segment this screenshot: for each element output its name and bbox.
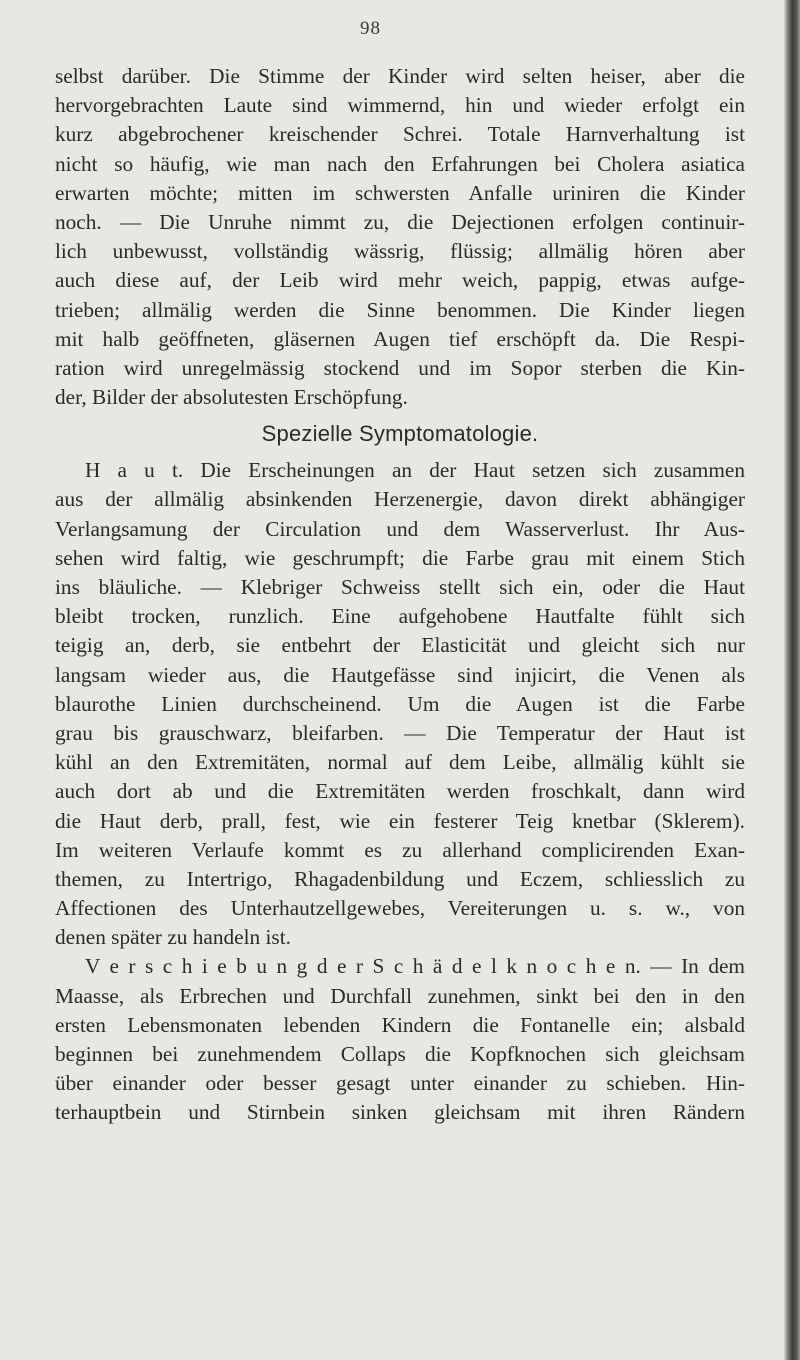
text-line: ersten Lebensmonaten lebenden Kindern die Fontanelle ein; alsbald: [55, 1012, 745, 1037]
text-line: über einander oder besser gesagt unter einander zu schieben. Hin-: [55, 1071, 745, 1096]
page-number: 98: [360, 18, 381, 39]
text-line: beginnen bei zunehmendem Collaps die Kopfknochen sich gleichsam: [55, 1042, 745, 1066]
text-line: Verlangsamung der Circulation und dem Wasserverlust. Ihr Aus-: [55, 516, 745, 541]
text-line: sehen wird faltig, wie geschrumpft; die Farbe grau mit einem Stich: [55, 545, 745, 570]
paragraph-skin: [55, 456, 745, 952]
text-line: nicht so häufig, wie man nach den Erfahrungen bei Cholera asiatica: [55, 151, 745, 176]
text-line: lich unbewusst, vollständig wässrig, flüssig; allmälig hören aber: [55, 239, 745, 264]
text-line: Im weiteren Verlaufe kommt es zu allerhand complicirenden Exan-: [55, 837, 745, 862]
paragraph-symptoms-course: [55, 62, 745, 412]
text-line: der, Bilder der absolutesten Erschöpfung.: [55, 385, 408, 410]
text-line: auch dort ab und die Extremitäten werden froschkalt, dann wird: [55, 779, 745, 804]
text-line: noch. — Die Unruhe nimmt zu, die Dejectionen erfolgen continuir-: [55, 209, 745, 234]
text-line: ins bläuliche. — Klebriger Schweiss stellt sich ein, oder die Haut: [55, 575, 745, 599]
text-line: die Haut derb, prall, fest, wie ein festerer Teig knetbar (Sklerem).: [55, 808, 745, 833]
text-line: kurz abgebrochener kreischender Schrei. Totale Harnverhaltung ist: [55, 122, 745, 147]
text-line: bleibt trocken, runzlich. Eine aufgehobene Hautfalte fühlt sich: [55, 604, 745, 629]
text-line: ration wird unregelmässig stockend und im Sopor sterben die Kin-: [55, 355, 745, 380]
text-line: terhauptbein und Stirnbein sinken gleichsam mit ihren Rändern: [55, 1100, 745, 1125]
text-line: blaurothe Linien durchscheinend. Um die Augen ist die Farbe: [55, 691, 745, 716]
text-line: Maasse, als Erbrechen und Durchfall zunehmen, sinkt bei den in den: [55, 983, 745, 1008]
text-line: auch diese auf, der Leib wird mehr weich, pappig, etwas aufge-: [55, 268, 745, 293]
text-line: teigig an, derb, sie entbehrt der Elasticität und gleicht sich nur: [55, 633, 745, 658]
section-heading: Spezielle Symptomatologie.: [261, 421, 539, 447]
book-edge-shadow: [784, 0, 800, 1360]
paragraph-skull-bones: [55, 952, 745, 1127]
text-line: hervorgebrachten Laute sind wimmernd, hin und wieder erfolgt ein: [55, 93, 745, 118]
text-line: H a u t. Die Erscheinungen an der Haut setzen sich zusammen: [85, 458, 745, 483]
text-line: denen später zu handeln ist.: [55, 925, 291, 950]
text-line: mit halb geöffneten, gläsernen Augen tief erschöpft da. Die Respi-: [55, 326, 745, 351]
text-line: Affectionen des Unterhautzellgewebes, Vereiterungen u. s. w., von: [55, 896, 745, 921]
text-line: trieben; allmälig werden die Sinne benommen. Die Kinder liegen: [55, 297, 745, 322]
text-line: grau bis grauschwarz, bleifarben. — Die Temperatur der Haut ist: [55, 720, 745, 745]
text-line: themen, zu Intertrigo, Rhagadenbildung und Eczem, schliesslich zu: [55, 866, 745, 891]
text-line: selbst darüber. Die Stimme der Kinder wird selten heiser, aber die: [55, 64, 745, 88]
body-text: [55, 62, 745, 1128]
text-line: langsam wieder aus, die Hautgefässe sind injicirt, die Venen als: [55, 662, 745, 687]
text-line: V e r s c h i e b u n g d e r S c h ä d e l k n o c h e n. — In dem: [85, 954, 745, 979]
text-line: erwarten möchte; mitten im schwersten Anfalle uriniren die Kinder: [55, 180, 745, 205]
text-line: kühl an den Extremitäten, normal auf dem Leibe, allmälig kühlt sie: [55, 750, 745, 775]
text-line: aus der allmälig absinkenden Herzenergie, davon direkt abhängiger: [55, 487, 745, 512]
